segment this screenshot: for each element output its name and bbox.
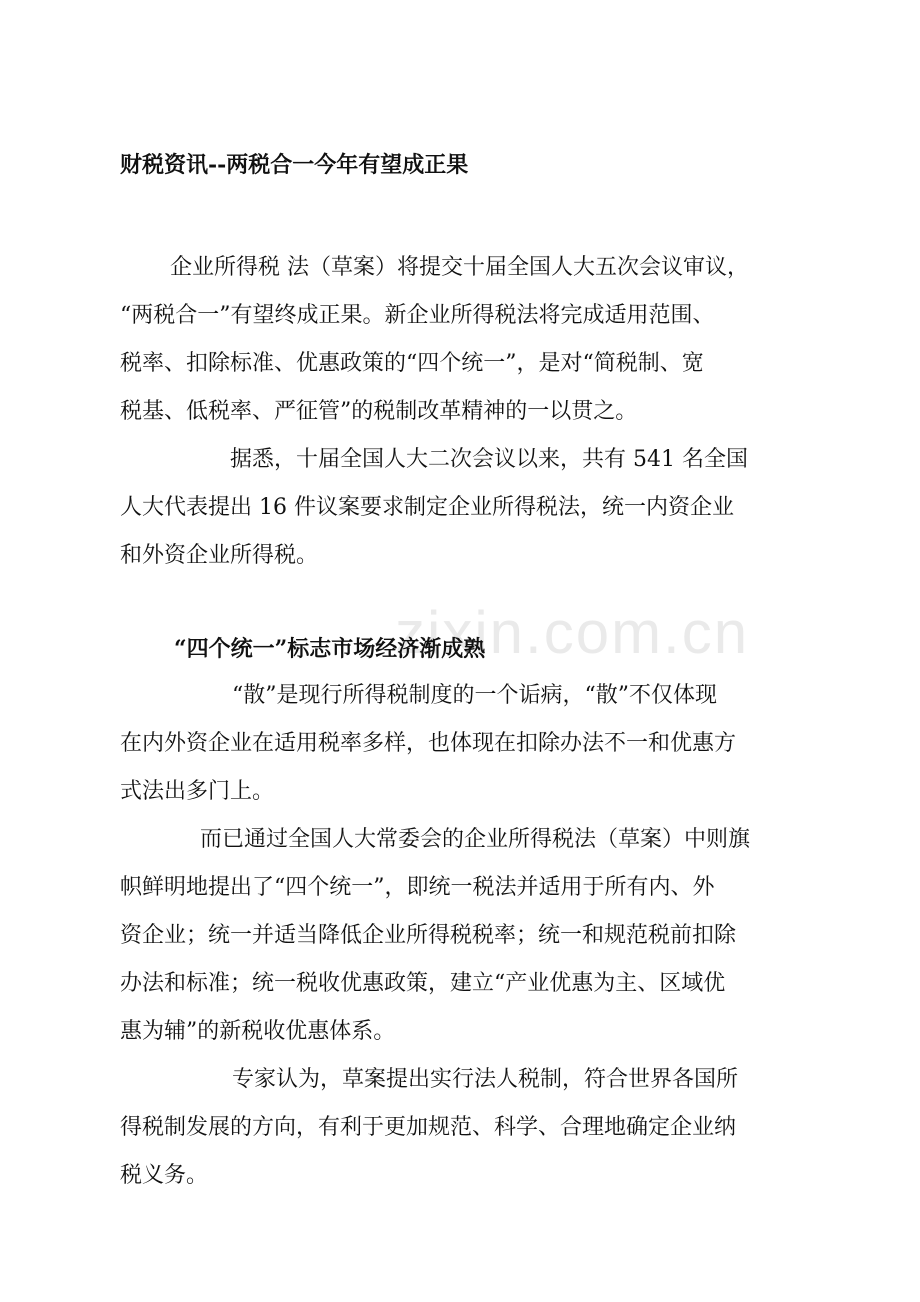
paragraph-3 bbox=[120, 672, 820, 816]
paragraph-4 bbox=[120, 816, 820, 1056]
paragraph-line: 据悉，十届全国人大二次会议以来，共有 541 名全国 bbox=[230, 447, 748, 472]
section-subtitle: “四个统一”标志市场经济渐成熟 bbox=[174, 636, 486, 662]
paragraph-5 bbox=[120, 1056, 820, 1200]
paragraph-line: 税义务。 bbox=[120, 1163, 209, 1188]
paragraph-line: 得税制发展的方向，有利于更加规范、科学、合理地确定企业纳 bbox=[120, 1115, 737, 1140]
document-title: 财税资讯--两税合一今年有望成正果 bbox=[120, 152, 469, 178]
paragraph-line: 人大代表提出 16 件议案要求制定企业所得税法，统一内资企业 bbox=[120, 495, 734, 520]
paragraph-line: 办法和标准；统一税收优惠政策，建立“产业优惠为主、区域优 bbox=[120, 971, 726, 996]
paragraph-line: 资企业；统一并适当降低企业所得税税率；统一和规范税前扣除 bbox=[120, 923, 737, 948]
paragraph-line: 专家认为，草案提出实行法人税制，符合世界各国所 bbox=[232, 1067, 739, 1092]
paragraph-line: 而已通过全国人大常委会的企业所得税法（草案）中则旗 bbox=[200, 827, 751, 852]
paragraph-line: 和外资企业所得税。 bbox=[120, 543, 319, 568]
paragraph-line: 式法出多门上。 bbox=[120, 779, 275, 804]
watermark: zixin.com.cn bbox=[395, 599, 750, 666]
paragraph-line: “两税合一”有望终成正果。新企业所得税法将完成适用范围、 bbox=[120, 303, 715, 328]
paragraph-line: 惠为辅”的新税收优惠体系。 bbox=[120, 1019, 396, 1044]
paragraph-2 bbox=[120, 436, 820, 580]
paragraph-line: 企业所得税 法（草案）将提交十届全国人大五次会议审议， bbox=[170, 255, 749, 280]
paragraph-1 bbox=[120, 244, 820, 436]
paragraph-line: “散”是现行所得税制度的一个诟病，“散”不仅体现 bbox=[232, 683, 717, 708]
paragraph-line: 在内外资企业在适用税率多样，也体现在扣除办法不一和优惠方 bbox=[120, 731, 737, 756]
paragraph-line: 税基、低税率、严征管”的税制改革精神的一以贯之。 bbox=[120, 399, 638, 424]
paragraph-line: 帜鲜明地提出了“四个统一”，即统一税法并适用于所有内、外 bbox=[120, 875, 715, 900]
paragraph-line: 税率、扣除标准、优惠政策的“四个统一”，是对“简税制、宽 bbox=[120, 351, 704, 376]
